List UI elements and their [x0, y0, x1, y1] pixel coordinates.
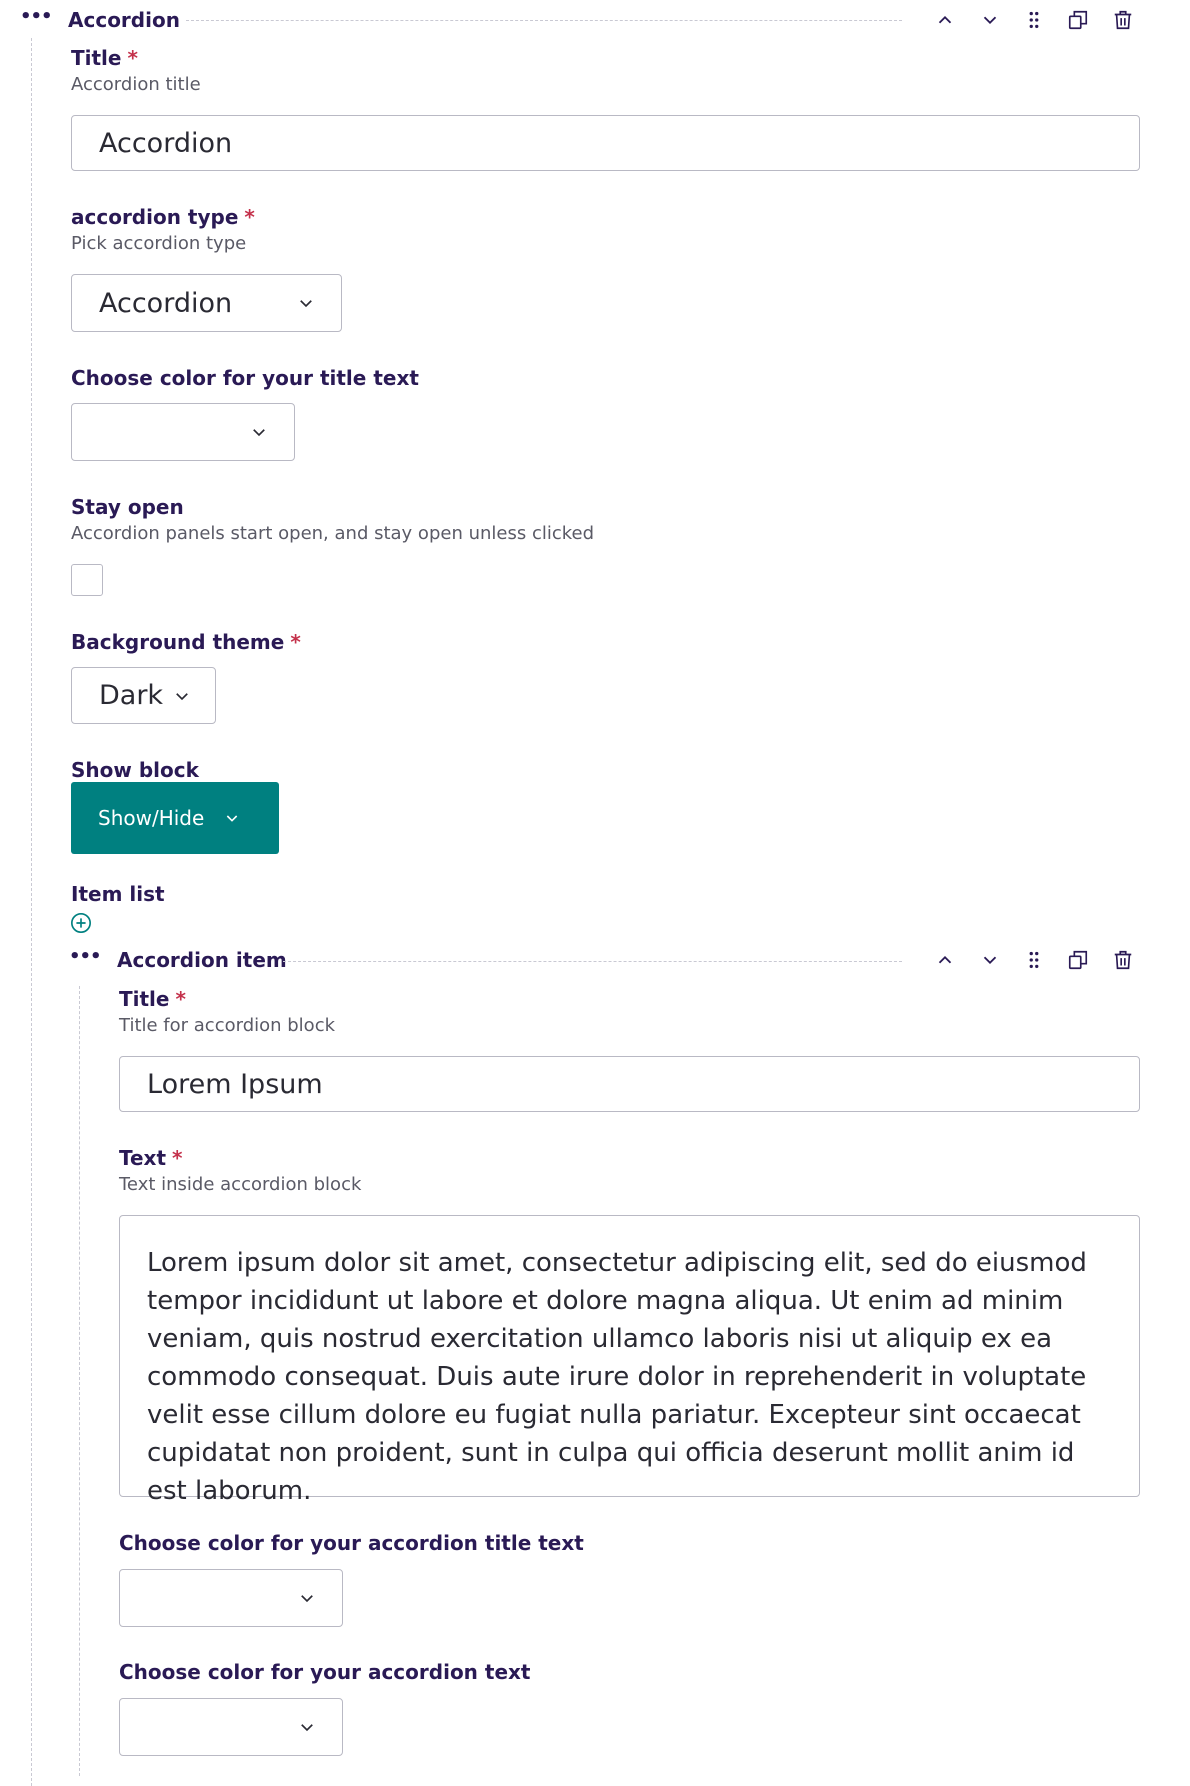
chevron-down-icon[interactable]: [978, 948, 1002, 972]
title-color-label: Choose color for your title text: [71, 366, 419, 390]
chevron-up-icon[interactable]: [933, 8, 957, 32]
more-dots-icon[interactable]: •••: [20, 6, 52, 27]
show-hide-label: Show/Hide: [98, 806, 205, 830]
background-theme-value: Dark: [99, 680, 164, 711]
chevron-down-icon: [250, 423, 268, 441]
plus-circle-icon[interactable]: [70, 912, 92, 934]
chevron-down-icon: [298, 1718, 316, 1736]
item-text-textarea[interactable]: Lorem ipsum dolor sit amet, consectetur adipiscing elit, sed do eiusmod tempor incididunt ut labore et dolore magna aliqua. Ut enim ad minim veniam, quis nostrud exercitation ullamco laboris nisi ut aliquip ex ea commodo consequat. Duis aute irure dolor in reprehenderit in voluptate velit esse cillum dolore eu fugiat nulla pariatur. Excepteur sint occaecat cupidatat non proident, sunt in culpa qui officia deserunt mollit anim id est laborum.: [119, 1215, 1140, 1497]
required-marker: *: [290, 630, 301, 654]
background-theme-label: Background theme *: [71, 630, 301, 654]
drag-handle-icon[interactable]: [1022, 8, 1046, 32]
block-header-divider: [186, 20, 902, 21]
chevron-down-icon[interactable]: [978, 8, 1002, 32]
accordion-type-select[interactable]: [71, 274, 342, 332]
item-title-color-label: Choose color for your accordion title text: [119, 1531, 584, 1555]
accordion-type-value: Accordion: [99, 287, 233, 319]
item-nesting-guide: [79, 986, 80, 1776]
stay-open-checkbox[interactable]: [71, 564, 103, 596]
chevron-down-icon: [224, 810, 240, 826]
item-title-color-select[interactable]: [119, 1569, 343, 1627]
background-theme-select[interactable]: [71, 667, 216, 724]
required-marker: *: [127, 46, 138, 70]
item-title-input[interactable]: Lorem Ipsum: [119, 1056, 1140, 1112]
item-list-label: Item list: [71, 882, 165, 906]
chevron-down-icon: [297, 294, 315, 312]
item-text-help: Text inside accordion block: [119, 1174, 362, 1195]
duplicate-icon[interactable]: [1066, 8, 1090, 32]
title-help: Accordion title: [71, 74, 201, 95]
duplicate-icon[interactable]: [1066, 948, 1090, 972]
stay-open-help: Accordion panels start open, and stay open unless clicked: [71, 523, 595, 544]
chevron-up-icon[interactable]: [933, 948, 957, 972]
trash-icon[interactable]: [1111, 8, 1135, 32]
title-color-select[interactable]: [71, 403, 295, 461]
required-marker: *: [244, 205, 255, 229]
required-marker: *: [172, 1146, 183, 1170]
required-marker: *: [175, 987, 186, 1011]
title-input[interactable]: Accordion: [71, 115, 1140, 171]
item-text-color-select[interactable]: [119, 1698, 343, 1756]
drag-handle-icon[interactable]: [1022, 948, 1046, 972]
item-text-color-label: Choose color for your accordion text: [119, 1660, 531, 1684]
item-title-label: Title *: [119, 987, 186, 1011]
show-hide-button[interactable]: [71, 782, 279, 854]
chevron-down-icon: [298, 1589, 316, 1607]
block-nesting-guide: [31, 38, 32, 1786]
accordion-type-label: accordion type *: [71, 205, 255, 229]
item-title-help: Title for accordion block: [119, 1015, 336, 1036]
trash-icon[interactable]: [1111, 948, 1135, 972]
stay-open-label: Stay open: [71, 495, 184, 519]
item-text-label: Text *: [119, 1146, 183, 1170]
block-label-accordion-item: Accordion item: [117, 948, 287, 972]
chevron-down-icon: [173, 687, 191, 705]
item-header-divider: [283, 961, 902, 962]
accordion-type-help: Pick accordion type: [71, 233, 247, 254]
more-dots-icon[interactable]: •••: [69, 946, 101, 967]
title-label: Title *: [71, 46, 138, 70]
block-label-accordion: Accordion: [68, 8, 180, 32]
show-block-label: Show block: [71, 758, 199, 782]
